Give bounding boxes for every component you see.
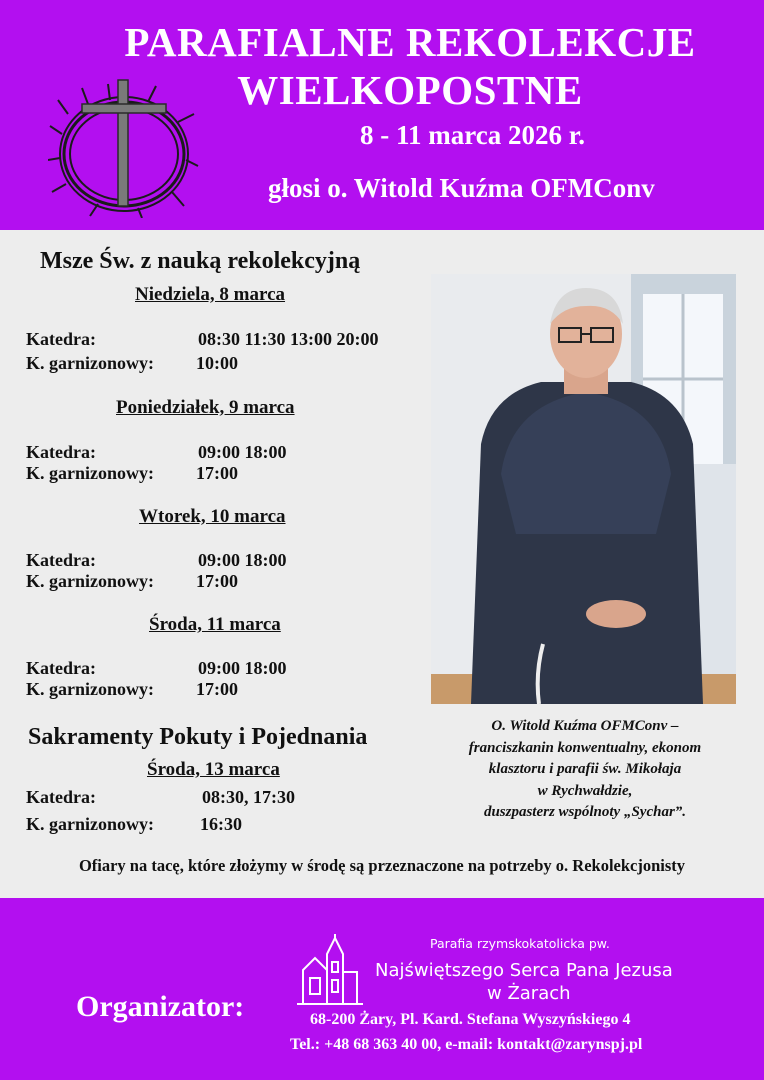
garnizon-label: K. garnizonowy: bbox=[26, 814, 154, 834]
retreat-dates: 8 - 11 marca 2026 r. bbox=[360, 120, 585, 150]
poster-title-line2: WIELKOPOSTNE bbox=[237, 67, 583, 113]
katedra-label: Katedra: bbox=[26, 787, 96, 807]
parish-town: w Żarach bbox=[487, 983, 571, 1004]
sacraments-section-title: Sakramenty Pokuty i Pojednania bbox=[28, 724, 368, 750]
garnizon-label: K. garnizonowy: bbox=[26, 463, 154, 483]
masses-section-title: Msze Św. z nauką rekolekcyjną bbox=[40, 248, 361, 274]
day-title-monday: Poniedziałek, 9 marca bbox=[116, 397, 295, 418]
caption-line: klasztoru i parafii św. Mikołaja bbox=[488, 761, 682, 777]
garnizon-label: K. garnizonowy: bbox=[26, 571, 154, 591]
parish-contact: Tel.: +48 68 363 40 00, e-mail: kontakt@zarynspj.pl bbox=[290, 1036, 643, 1053]
caption-line: franciszkanin konwentualny, ekonom bbox=[468, 739, 702, 756]
katedra-times: 09:00 18:00 bbox=[198, 550, 287, 570]
organizer-label: Organizator: bbox=[76, 990, 245, 1023]
garnizon-label: K. garnizonowy: bbox=[26, 679, 154, 699]
garnizon-label: K. garnizonowy: bbox=[26, 353, 154, 373]
katedra-times: 09:00 18:00 bbox=[198, 658, 287, 678]
day-title-sunday: Niedziela, 8 marca bbox=[135, 284, 286, 305]
parish-address: 68-200 Żary, Pl. Kard. Stefana Wyszyńskiego 4 bbox=[310, 1011, 631, 1028]
katedra-times: 08:30, 17:30 bbox=[202, 787, 295, 807]
caption-line: duszpasterz wspólnoty „Sychar”. bbox=[483, 804, 687, 820]
katedra-label: Katedra: bbox=[26, 658, 96, 678]
poster-title-line1: PARAFIALNE REKOLEKCJE bbox=[124, 19, 696, 65]
church-icon bbox=[295, 934, 365, 1006]
katedra-label: Katedra: bbox=[26, 442, 96, 462]
garnizon-times: 10:00 bbox=[196, 353, 238, 373]
katedra-label: Katedra: bbox=[26, 550, 96, 570]
caption-line: w Rychwałdzie, bbox=[537, 782, 633, 799]
katedra-times: 08:30 11:30 13:00 20:00 bbox=[198, 329, 379, 349]
garnizon-times: 17:00 bbox=[196, 679, 238, 699]
photo-caption bbox=[420, 716, 750, 824]
garnizon-times: 16:30 bbox=[200, 814, 242, 834]
preacher-line: głosi o. Witold Kuźma OFMConv bbox=[268, 173, 655, 203]
day-title-wednesday: Środa, 11 marca bbox=[149, 614, 281, 635]
sacraments-day-title: Środa, 13 marca bbox=[147, 759, 280, 780]
caption-line: O. Witold Kuźma OFMConv – bbox=[491, 718, 679, 734]
garnizon-times: 17:00 bbox=[196, 463, 238, 483]
katedra-times: 09:00 18:00 bbox=[198, 442, 287, 462]
katedra-label: Katedra: bbox=[26, 329, 96, 349]
day-title-tuesday: Wtorek, 10 marca bbox=[139, 506, 286, 527]
parish-name: Najświętszego Serca Pana Jezusa bbox=[375, 960, 673, 981]
garnizon-times: 17:00 bbox=[196, 571, 238, 591]
parish-type: Parafia rzymskokatolicka pw. bbox=[430, 936, 610, 951]
priest-photo bbox=[431, 274, 736, 704]
offering-note: Ofiary na tacę, które złożymy w środę są przeznaczone na potrzeby o. Rekolekcjonisty bbox=[78, 856, 686, 875]
crown-of-thorns-cross-icon bbox=[48, 74, 200, 218]
